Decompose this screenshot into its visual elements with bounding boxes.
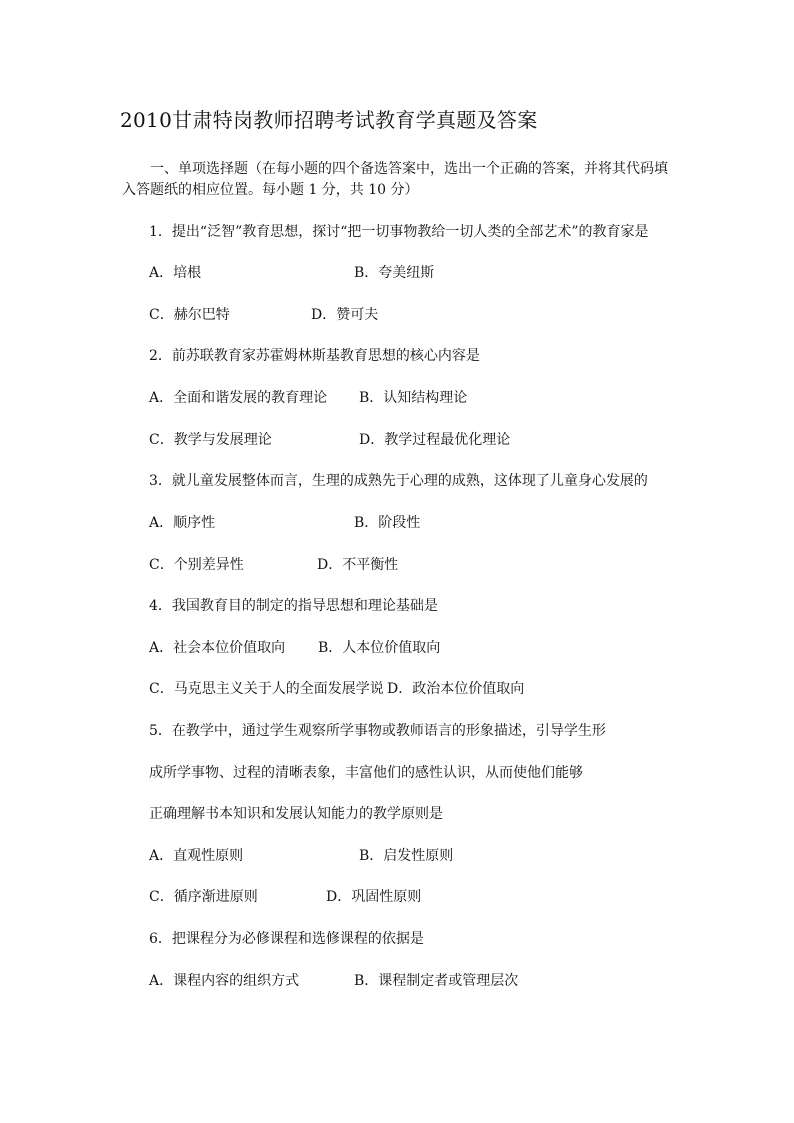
question-5-stem-line-2: 成所学事物、过程的清晰表象，丰富他们的感性认识，从而使他们能够 (149, 765, 583, 781)
question-5-stem-line-3: 正确理解书本知识和发展认知能力的教学原则是 (149, 806, 443, 822)
question-1-option-c: C．赫尔巴特 (149, 307, 230, 323)
question-5-option-c: C．循序渐进原则 (149, 889, 258, 905)
question-4-option-c: C．马克思主义关于人的全面发展学说 (149, 681, 384, 697)
question-2-option-c: C．教学与发展理论 (149, 432, 272, 448)
question-4-option-b: B．人本位价值取向 (318, 640, 441, 656)
question-5-option-b: B．启发性原则 (359, 848, 454, 864)
question-2-stem: 2．前苏联教育家苏霍姆林斯基教育思想的核心内容是 (149, 348, 480, 364)
question-6-option-b: B．课程制定者或管理层次 (354, 973, 519, 989)
question-4-option-d: D．政治本位价值取向 (387, 681, 525, 697)
question-3-option-c: C．个别差异性 (149, 557, 244, 573)
question-5-stem-line-1: 5．在教学中，通过学生观察所学事物或教师语言的形象描述，引导学生形 (149, 723, 606, 739)
question-2-option-d: D．教学过程最优化理论 (359, 432, 511, 448)
question-1-option-d: D．赞可夫 (311, 307, 379, 323)
question-2-option-a: A．全面和谐发展的教育理论 (149, 390, 328, 406)
question-6-stem: 6．把课程分为必修课程和选修课程的依据是 (149, 931, 424, 947)
question-6-option-a: A．课程内容的组织方式 (149, 973, 300, 989)
question-3-option-a: A．顺序性 (149, 515, 216, 531)
question-1-stem: 1．提出“泛智”教育思想，探讨“把一切事物教给一切人类的全部艺术”的教育家是 (149, 224, 649, 240)
question-4-option-a: A．社会本位价值取向 (149, 640, 286, 656)
section-intro-line-2: 入答题纸的相应位置。每小题 1 分，共 10 分） (122, 182, 419, 198)
question-3-option-b: B．阶段性 (354, 515, 421, 531)
question-5-option-d: D．巩固性原则 (326, 889, 422, 905)
question-1-option-a: A．培根 (149, 265, 202, 281)
question-3-stem: 3．就儿童发展整体而言，生理的成熟先于心理的成熟，这体现了儿童身心发展的 (149, 473, 648, 489)
section-intro-line-1: 一、单项选择题（在每小题的四个备选答案中，选出一个正确的答案，并将其代码填 (150, 161, 668, 177)
document-title: 2010甘肃特岗教师招聘考试教育学真题及答案 (120, 108, 538, 132)
question-2-option-b: B．认知结构理论 (359, 390, 468, 406)
question-1-option-b: B．夸美纽斯 (354, 265, 435, 281)
question-5-option-a: A．直观性原则 (149, 848, 244, 864)
question-4-stem: 4．我国教育目的制定的指导思想和理论基础是 (149, 598, 438, 614)
question-3-option-d: D．不平衡性 (317, 557, 399, 573)
